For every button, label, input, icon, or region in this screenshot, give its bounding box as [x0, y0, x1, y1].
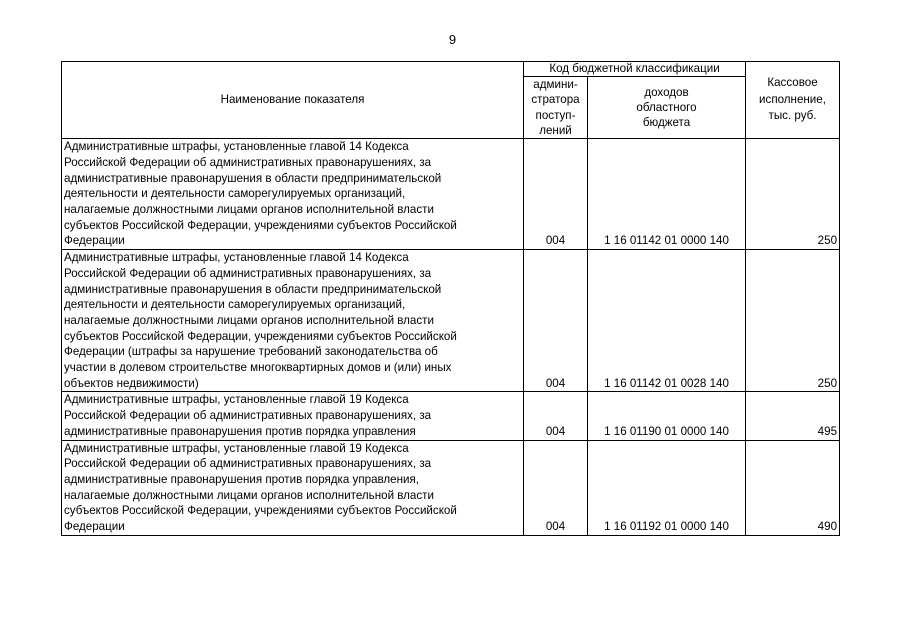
admin-code: 004 — [524, 440, 588, 535]
budget-table — [61, 61, 840, 536]
table-header — [62, 62, 840, 139]
admin-code: 004 — [524, 250, 588, 392]
indicator-name: Административные штрафы, установленные главой 14 Кодекса Российской Федерации об административных правонарушениях, за административные правонарушения в области предпринимательской деятельности и деятельности саморегулируемых организаций, налагаемые должностными лицами органов исполнительной власти субъектов Российской Федерации, учреждениями субъектов Российской Федерации — [62, 139, 524, 250]
admin-code: 004 — [524, 392, 588, 440]
table-row — [62, 250, 840, 392]
indicator-name: Административные штрафы, установленные главой 19 Кодекса Российской Федерации об административных правонарушениях, за административные правонарушения против порядка управления, налагаемые должностными лицами органов исполнительной власти субъектов Российской Федерации, учреждениями субъектов Российской Федерации — [62, 440, 524, 535]
execution-value: 250 — [746, 250, 840, 392]
header-execution: Кассовое исполнение, тыс. руб. — [746, 62, 840, 139]
header-name: Наименование показателя — [62, 62, 524, 139]
indicator-name: Административные штрафы, установленные главой 19 Кодекса Российской Федерации об административных правонарушениях, за административные правонарушения против порядка управления — [62, 392, 524, 440]
header-code-group: Код бюджетной классификации — [524, 62, 746, 77]
table-row — [62, 440, 840, 535]
page-number: 9 — [448, 32, 457, 47]
income-code: 1 16 01142 01 0028 140 — [588, 250, 746, 392]
indicator-name: Административные штрафы, установленные главой 14 Кодекса Российской Федерации об административных правонарушениях, за административные правонарушения в области предпринимательской деятельности и деятельности саморегулируемых организаций, налагаемые должностными лицами органов исполнительной власти субъектов Российской Федерации, учреждениями субъектов Российской Федерации (штрафы за нарушение требований законодательства об участии в долевом строительстве многоквартирных домов и (или) иных объектов недвижимости) — [62, 250, 524, 392]
execution-value: 250 — [746, 139, 840, 250]
income-code: 1 16 01190 01 0000 140 — [588, 392, 746, 440]
admin-code: 004 — [524, 139, 588, 250]
header-income: доходов областного бюджета — [588, 77, 746, 139]
table-row — [62, 392, 840, 440]
income-code: 1 16 01192 01 0000 140 — [588, 440, 746, 535]
execution-value: 490 — [746, 440, 840, 535]
header-admin: админи- стратора поступ- лений — [524, 77, 588, 139]
income-code: 1 16 01142 01 0000 140 — [588, 139, 746, 250]
table-row — [62, 139, 840, 250]
execution-value: 495 — [746, 392, 840, 440]
